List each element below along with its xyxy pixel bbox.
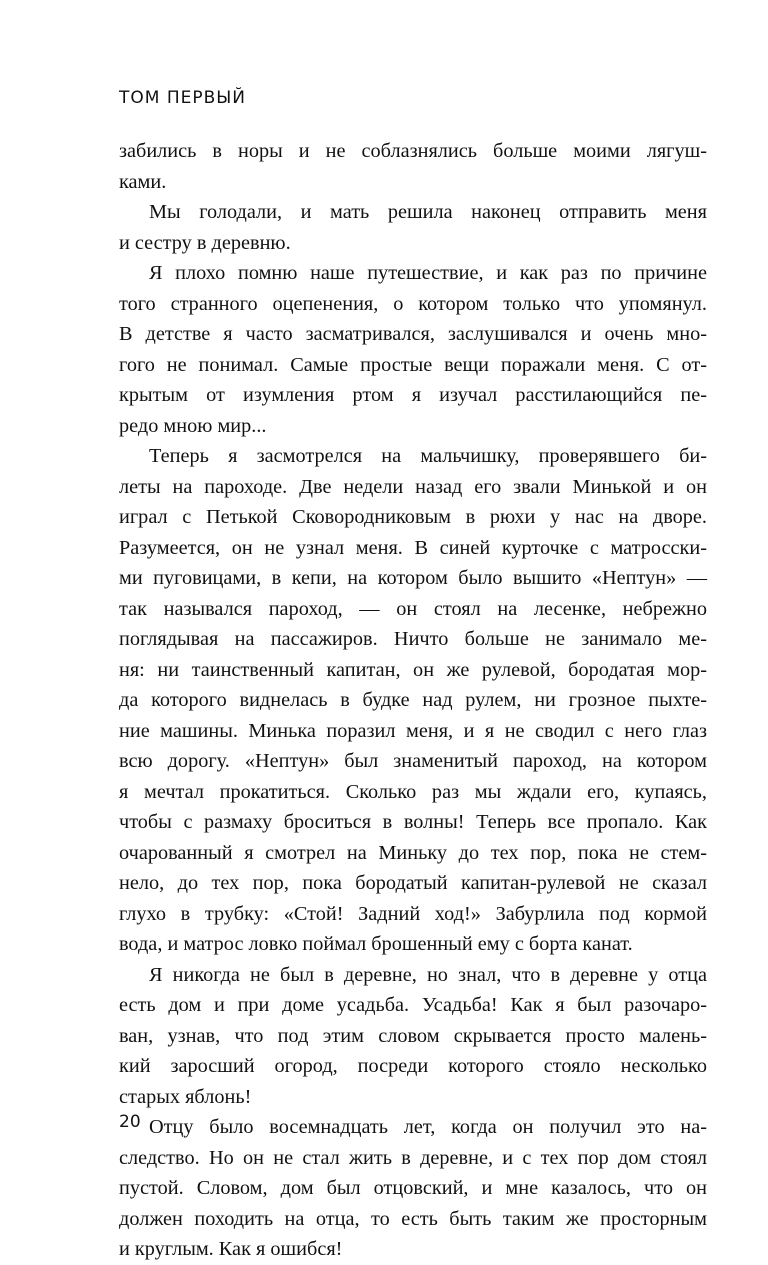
text-line: чтобы с размаху броситься в волны! Теперь все пропало. Как	[119, 811, 707, 833]
text-line: ми пуговицами, в кепи, на котором было вышито «Нептун» —	[119, 567, 707, 589]
text-line: нело, до тех пор, пока бородатый капитан-рулевой не сказал	[119, 872, 707, 894]
running-head: ТОМ ПЕРВЫЙ	[119, 88, 246, 108]
text-line: леты на пароходе. Две недели назад его звали Минькой и он	[119, 475, 707, 498]
text-line: Я никогда не был в деревне, но знал, что в деревне у отца	[149, 963, 707, 986]
text-line: ван, узнав, что под этим словом скрывается просто малень-	[119, 1024, 707, 1047]
text-line: так назывался пароход, — он стоял на лесенке, небрежно	[119, 597, 707, 620]
body-text	[119, 136, 707, 1265]
text-line: ние машины. Минька поразил меня, и я не сводил с него глаз	[119, 719, 707, 742]
text-line: пустой. Словом, дом был отцовский, и мне казалось, что он	[119, 1177, 707, 1199]
text-line: Разумеется, он не узнал меня. В синей курточке с матросски-	[119, 536, 707, 559]
text-line: старых яблонь!	[119, 1085, 252, 1108]
text-line: играл с Петькой Сковородниковым в рюхи у нас на дворе.	[119, 506, 707, 528]
text-line: следство. Но он не стал жить в деревне, и с тех пор дом стоял	[119, 1146, 707, 1169]
text-line: ня: ни таинственный капитан, он же рулевой, бородатая мор-	[119, 658, 707, 681]
text-line: забились в норы и не соблазнялись больше моими лягуш-	[119, 140, 707, 162]
text-line: В детстве я часто засматривался, заслушивался и очень мно-	[119, 323, 707, 345]
text-line: очарованный я смотрел на Миньку до тех пор, пока не стем-	[119, 841, 707, 864]
text-line: того странного оцепенения, о котором только что упомянул.	[119, 292, 707, 315]
text-line: Мы голодали, и мать решила наконец отправить меня	[149, 201, 707, 223]
text-line: вода, и матрос ловко поймал брошенный ему с борта канат.	[119, 933, 633, 955]
text-line: я мечтал прокатиться. Сколько раз мы ждали его, купаясь,	[119, 780, 707, 803]
text-line: и круглым. Как я ошибся!	[119, 1238, 343, 1260]
text-line: редо мною мир...	[119, 414, 267, 437]
text-line: крытым от изумления ртом я изучал расстилающийся пе-	[119, 384, 707, 406]
text-line: всю дорогу. «Нептун» был знаменитый пароход, на котором	[119, 750, 707, 772]
text-line: должен походить на отца, то есть быть таким же просторным	[119, 1207, 707, 1230]
text-line: кий заросший огород, посреди которого стояло несколько	[119, 1055, 707, 1077]
text-line: поглядывая на пассажиров. Ничто больше не занимало ме-	[119, 628, 707, 650]
page-number: 20	[119, 1112, 141, 1132]
text-line: и сестру в деревню.	[119, 231, 291, 254]
text-line: Я плохо помню наше путешествие, и как раз по причине	[149, 262, 707, 284]
text-line: Отцу было восемнадцать лет, когда он получил это на-	[149, 1116, 707, 1138]
text-line: да которого виднелась в будке над рулем, ни грозное пыхте-	[119, 689, 707, 711]
text-line: Теперь я засмотрелся на мальчишку, проверявшего би-	[149, 445, 707, 467]
text-line: есть дом и при доме усадьба. Усадьба! Как я был разочаро-	[119, 994, 707, 1016]
text-line: глухо в трубку: «Стой! Задний ход!» Забурлила под кормой	[119, 902, 707, 925]
text-line: гого не понимал. Самые простые вещи поражали меня. С от-	[119, 353, 707, 376]
text-line: ками.	[119, 170, 167, 193]
